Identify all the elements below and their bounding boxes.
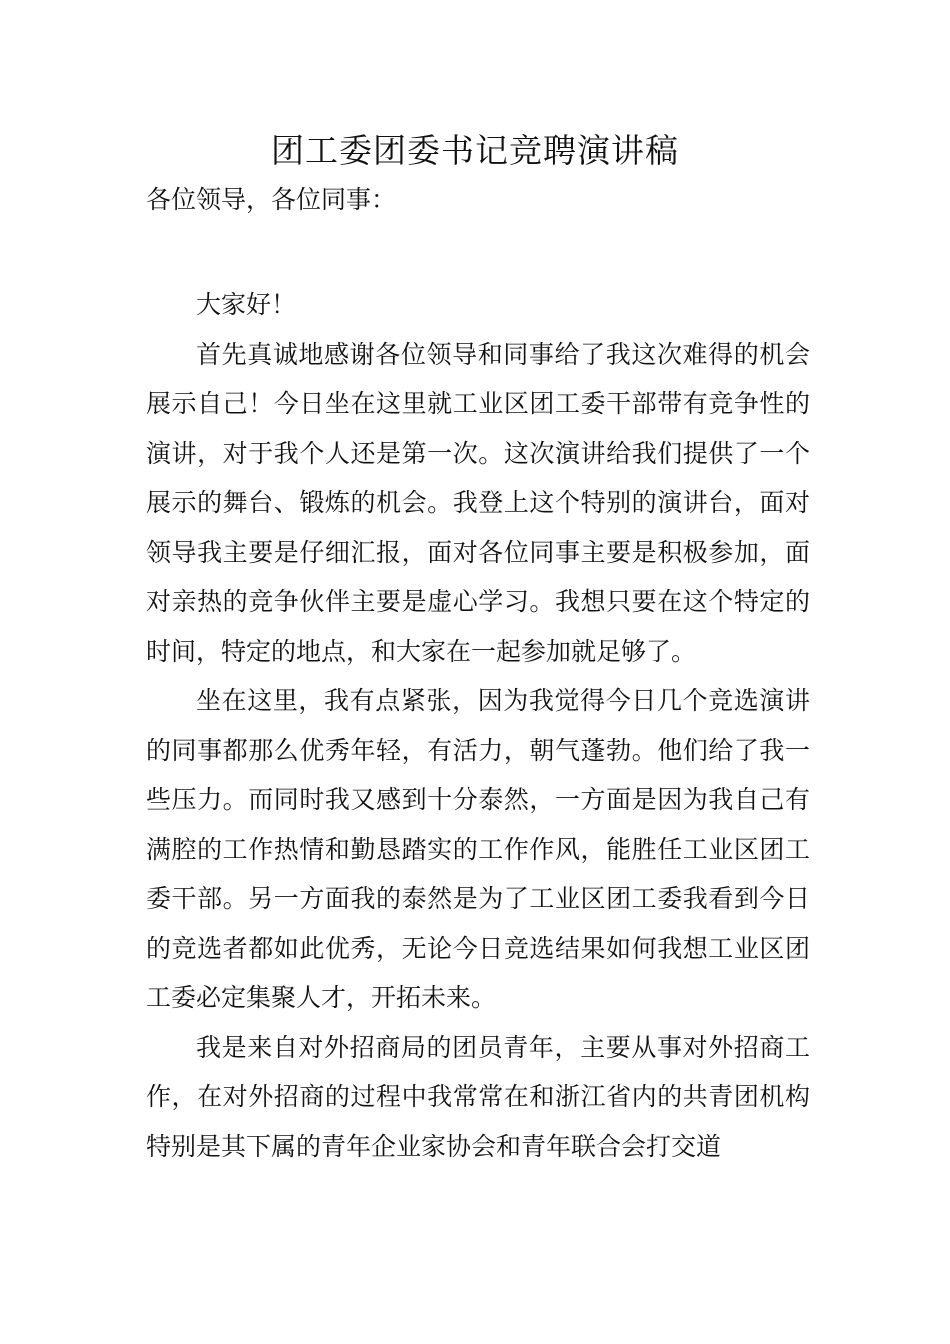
body-paragraph-2: 坐在这里，我有点紧张，因为我觉得今日几个竞选演讲的同事都那么优秀年轻，有活力，朝气蓬勃。他们给了我一些压力。而同时我又感到十分泰然，一方面是因为我自己有满腔的工作热情和勤恳踏实的工作作风，能胜任工业区团工委干部。另一方面我的泰然是为了工业区团工委我看到今日的竞选者都如此优秀，无论今日竞选结果如何我想工业区团工委必定集聚人才，开拓未来。 (146, 686, 810, 1012)
body-paragraph-1: 首先真诚地感谢各位领导和同事给了我这次难得的机会展示自己！今日坐在这里就工业区团工委干部带有竞争性的演讲，对于我个人还是第一次。这次演讲给我们提供了一个展示的舞台、锻炼的机会。我登上这个特别的演讲台，面对领导我主要是仔细汇报，面对各位同事主要是积极参加，面对亲热的竞争伙伴主要是虚心学习。我想只要在这个特定的时间，特定的地点，和大家在一起参加就足够了。 (146, 339, 810, 666)
greeting-paragraph: 大家好！ (196, 290, 297, 319)
document-title: 团工委团委书记竞聘演讲稿 (271, 131, 679, 170)
document-body (146, 280, 810, 1171)
salutation: 各位领导，各位同事： (146, 185, 397, 214)
body-paragraph-3: 我是来自对外招商局的团员青年，主要从事对外招商工作，在对外招商的过程中我常常在和浙江省内的共青团机构特别是其下属的青年企业家协会和青年联合会打交道 (146, 1032, 810, 1161)
